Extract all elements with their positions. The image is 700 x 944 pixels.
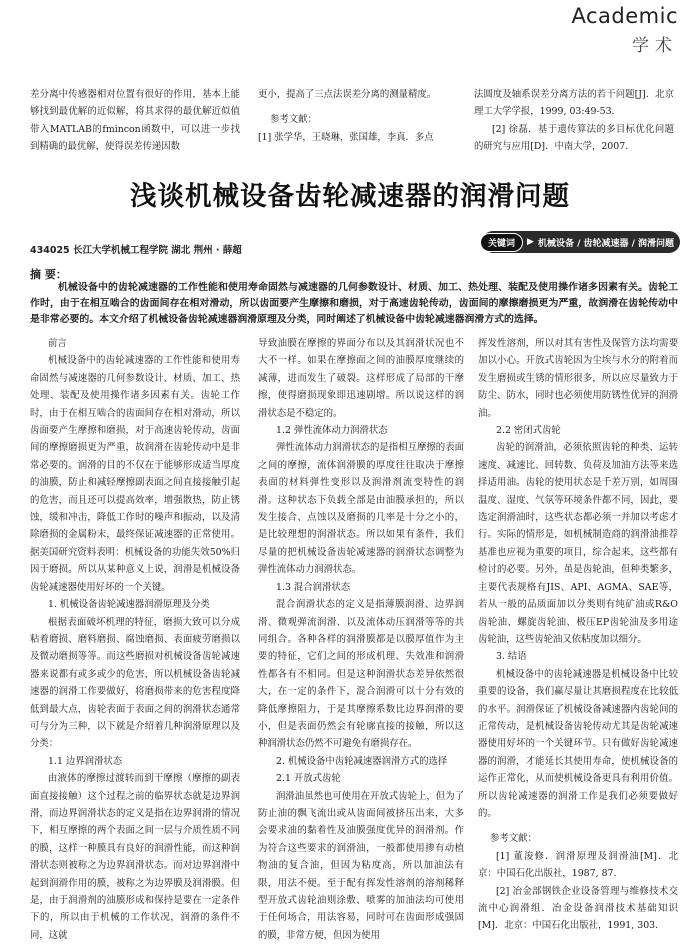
author-affiliation: 434025 长江大学机械工程学院 湖北 荆州 · 薛超 (30, 245, 242, 256)
paragraph: 机械设备中的齿轮减速器是机械设备中比较重要的设备，我们赢尽量让其磨损程度在比较低的水平。润滑保证了机械设备减速器内齿轮间的正常传动，是机械设备齿轮传动尤其是齿轮减速器使用好坏的一个关键环节。只有做好齿轮减速器的润滑，才能延长其使用寿命，使机械设备的运作正常化，从而使机械设备更具有利用价值。所以齿轮减速器的润滑工作是我们必须要做好的。 (478, 668, 678, 819)
keywords-label: 关键词 (480, 233, 523, 252)
section-heading: 1.2 弹性流体动力润滑状态 (276, 425, 388, 437)
section-heading: 1. 机械设备齿轮减速器润滑原理及分类 (48, 599, 210, 611)
paragraph: 挥发性溶剂，所以对其有害性及保管方法均需要加以小心。开放式齿轮因为尘埃与水分的附着而发生磨损或生锈的情形很多，所以应尽量致力于防尘、防水，同时也必须使用防锈性优异的润滑油。 (478, 338, 678, 419)
prev-article-text: 差分离中传感器相对位置有很好的作用，基本上能够找到最优解的近似解，将其求得的最优解近似值带入MATLAB的fmincon函数中，可以进一步找到精确的最优解，使得误差传递因数 (30, 89, 240, 153)
references-heading: 参考文献： (490, 833, 537, 845)
section-heading: 前言 (48, 338, 67, 349)
section-heading: 2.1 开放式齿轮 (276, 773, 341, 785)
prev-article-text: 更小，提高了三点法误差分离的测量精度。 (258, 89, 437, 100)
reference-item: [2] 冶金部钢铁企业设备管理与维修技术交流中心润滑组．冶金设备润滑技术基础知识[M]．北京：中国石化出版社，1991, 303. (478, 885, 678, 932)
abstract-text: 机械设备中的齿轮减速器的工作性能和使用寿命固然与减速器的几何参数设计、材质、加工、热处理、装配及使用操作诸多因素有关。齿轮工作时，由于在相互啮合的齿面间存在相对滑动，所以齿面要产生摩擦和磨损，对于高速齿轮传动，齿面间的摩擦磨损更为严重，故润滑在齿轮传动中是非常必要的。本文介绍了机械设备齿轮减速器润滑原理及分类，同时阐述了机械设备中齿轮减速器润滑方式的选择。 (30, 282, 678, 325)
article-title: 浅谈机械设备齿轮减速器的润滑问题 (130, 181, 570, 212)
section-heading: 1.1 边界润滑状态 (48, 755, 123, 767)
keywords-text: 机械设备 / 齿轮减速器 / 润滑问题 (537, 238, 675, 249)
reference-item: [1] 张学华，王晓琳，张国雄，李真．多点 (258, 131, 434, 143)
keywords-banner (482, 231, 680, 253)
references-heading: 参考文献： (270, 114, 317, 126)
prev-article-column-1 (30, 86, 240, 156)
brand-english: Academic (571, 4, 678, 28)
prev-article-column-3 (474, 86, 674, 156)
paragraph: 导致油膜在摩擦的界面分布以及其润滑状况也不大不一样。如果在摩擦面之间的油膜厚度继续的减薄，进而发生了破裂。这样形成了局部的干摩擦，使得磨损现象即迅速剧增。所以说这样的润滑状态是不稳定的。 (258, 338, 464, 419)
brand-chinese: 学术 (632, 36, 678, 56)
paragraph: 根据表面破坏机理的特征，磨损大致可以分成粘着磨损、磨料磨损、腐蚀磨损、表面疲劳磨损以及微动磨损等等。而这些磨损对机械设备齿轮减速器来说都有或多或少的危害，所以机械设备齿轮减速器的润滑工作要做好，将磨损带来的危害程度降低到最大点，齿轮表面于表面之间的润滑状态通常可与分为三种，以下就是介绍着几种润滑原理以及分类： (30, 616, 240, 750)
body-column-1 (30, 335, 240, 944)
paragraph: 润滑油虽然也可使用在开放式齿轮上，但为了防止油的飘飞流出或从齿面间被挤压出来，大多会要求油的黏着性及油膜强度优异的润滑剂。作为符合这些要求的润滑油，一般都使用掺有动植物油的复合油，但因为粘度高，所以加油法有限，用法不便。至于配有挥发性溶剂的溶剂稀释型开放式齿轮油则涂敷、喷雾的加油法均可使用于任何场合，用法容易，同时可在齿面形成强固的膜，非常方便，但因为使用 (258, 790, 464, 941)
reference-item: [1] 董浚修．润滑原理及润滑油[M]．北京：中国石化出版社，1987, 87. (478, 850, 678, 880)
reference-item: 法圆度及轴系误差分离方法的若干问题[J]．北京理工大学学报，1999, 03:49-53. (474, 89, 674, 118)
paragraph: 机械设备中的齿轮减速器的工作性能和使用寿命固然与减速器的几何参数设计、材质、加工、热处理、装配及使用操作诸多因素有关。齿轮工作时，由于在相互啮合的齿面间存在相对滑动，所以齿面要产生摩擦和磨损，对于高速齿轮传动，齿面间的摩擦磨损更为严重，故润滑在齿轮传动中是非常必要的。润滑的目的不仅在于能够形成适当厚度的油膜，防止和减轻摩擦副表面之间直接接触引起的危害，而且还可以提高效率，增强散热，防止锈蚀，缓和冲击，降低工作时的噪声和振动，以及清除磨损的金属粉末，最终保证减速器的正常使用。据美国研究资料表明：机械设备的功能失效50%归因于磨损。所以从某种意义上说，润滑是机械设备齿轮减速器使用好坏的一个关键。 (30, 355, 240, 593)
section-heading: 1.3 混合润滑状态 (276, 581, 351, 593)
abstract-label: 摘 要： (30, 268, 67, 281)
body-column-3 (478, 335, 678, 935)
body-column-2 (258, 335, 464, 944)
paragraph: 齿轮的润滑油，必须依照齿轮的种类、运转速度、减速比、回转数、负荷及加油方法等来选择适用油。齿轮的使用状态是千差万别，如周围温度、湿度、气氛等环境条件都不同，因此，要选定润滑油时，这些状态都必须一并加以考虑才行。实际的情形是，如机械制造商的润滑油推荐基准也应视为重要的项目，综合起来，这些都有检讨的必要。另外，虽是齿轮油，但种类繁多，主要代表规格有JIS、API、AGMA、SAE等，若从一般的品质面加以分类则有纯矿油或R&O齿轮油、螺旋齿轮油、极压EP齿轮油及多用途齿轮油，这些齿轮油又依粘度加以细分。 (478, 442, 678, 645)
paragraph: 混合润滑状态的定义是指薄膜润滑、边界润滑、微观弹流润滑、以及流体动压润滑等等的共同组合。各种各样的润滑膜都是以膜厚值作为主要的特征，它们之间的形成机理、失效准和润滑性都各有不相同。但是这种润滑状态差异依然很大，在一定的条件下，混合润滑可以十分有效的降低摩擦阻力，于是其摩擦系数比边界润滑的要小，但是表面仍然会有轮廓直接的接触，所以这种润滑状态仍然不可避免有磨损存在。 (258, 599, 464, 750)
prev-article-column-2 (258, 86, 458, 146)
reference-item: [2] 徐磊．基于遗传算法的多目标优化问题的研究与应用[D]．中南大学，2007. (474, 123, 674, 153)
paragraph: 由液体的摩擦过渡转而到干摩擦（摩擦的副表面直接接触）这个过程之前的临界状态就是边界润滑，而边界润滑状态的定义是指在边界润滑的情况下，相互摩擦的两个表面之间一层与介质性质不同的膜，这样一种膜具有良好的润滑性能，而这种润滑状态则被称之为边界润滑状态。而对边界润滑中起到润滑作用的膜，被称之为边界膜及润滑膜。但是，由于润滑剂的油膜形成和保持是要在一定条件下的，所以由于机械的工作状况，润滑的条件不同，这就 (30, 773, 240, 941)
arrow-right-icon: ▶ (527, 237, 534, 247)
paragraph: 弹性流体动力润滑状态的是指相互摩擦的表面之间的摩擦，流体润滑膜的厚度往往取决于摩擦表面的材料弹性变形以及润滑剂流变特性的润滑。这种状态下负载全部是由油膜承担的，所以发生接合、点蚀以及磨损的几率是十分之小的，是比较理想的润滑状态。所以如果有条件，我们尽量的把机械设备齿轮减速器的润滑状态调整为弹性流体动力润滑状态。 (258, 442, 464, 576)
section-heading: 2. 机械设备中齿轮减速器润滑方式的选择 (276, 755, 448, 767)
section-heading: 3. 结语 (496, 651, 527, 663)
section-heading: 2.2 密闭式齿轮 (496, 425, 561, 437)
